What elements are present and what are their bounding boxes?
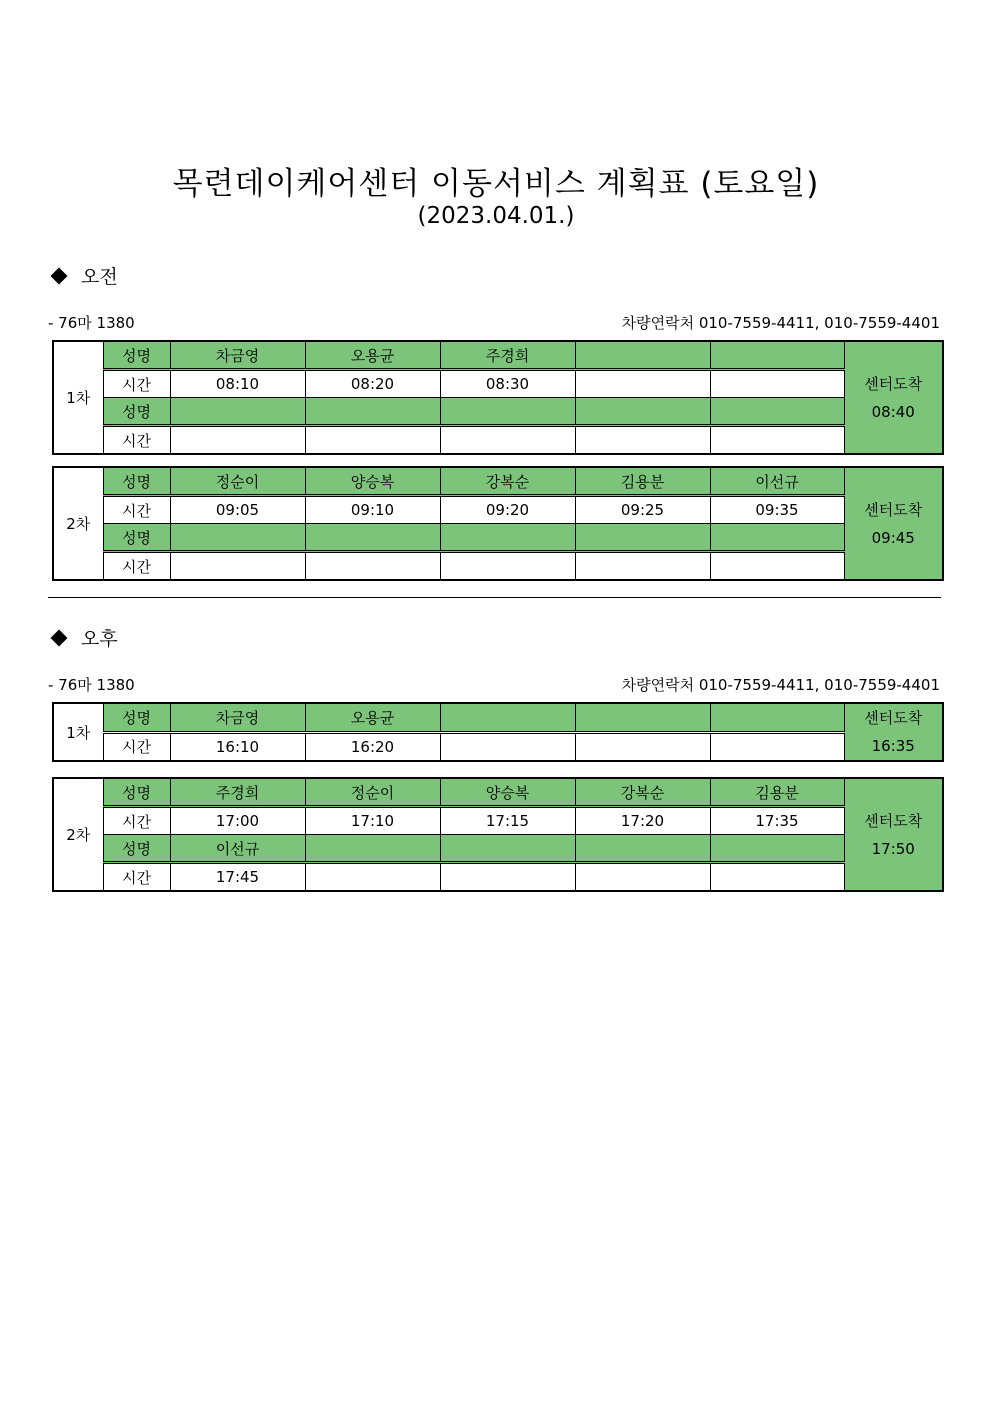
arrival-time: 17:50: [871, 839, 915, 858]
pickup-time: [305, 552, 440, 581]
passenger-name: [170, 398, 305, 426]
time-label: 시간: [103, 863, 170, 892]
passenger-name: [170, 524, 305, 552]
pickup-time: 09:25: [575, 496, 710, 524]
time-label: 시간: [103, 807, 170, 835]
arrival-time: 16:35: [871, 737, 915, 755]
morning-round-2-table: [52, 466, 944, 581]
arrival-label: 센터도착: [864, 709, 923, 727]
pickup-time: [305, 863, 440, 892]
passenger-name: [305, 524, 440, 552]
pickup-time: [575, 370, 710, 398]
name-label: 성명: [103, 341, 170, 370]
pickup-time: [440, 552, 575, 581]
section-heading-morning: [50, 262, 118, 289]
center-arrival: [844, 341, 943, 454]
morning-round-1-table: [52, 340, 944, 455]
name-row: [53, 835, 943, 863]
pickup-time: 17:10: [305, 807, 440, 835]
arrival-time: 09:45: [871, 528, 915, 547]
pickup-time: 08:10: [170, 370, 305, 398]
round-label: 1차: [53, 703, 103, 761]
afternoon-round-1-table: [52, 702, 944, 762]
arrival-label: 센터도착: [864, 374, 923, 393]
pickup-time: 09:35: [710, 496, 844, 524]
passenger-name: 정순이: [170, 467, 305, 496]
passenger-name: 양승복: [440, 778, 575, 807]
pickup-time: [575, 552, 710, 581]
name-label: 성명: [103, 398, 170, 426]
pickup-time: [440, 426, 575, 455]
pickup-time: 17:00: [170, 807, 305, 835]
arrival-time: 08:40: [871, 402, 915, 421]
round-label: 1차: [53, 341, 103, 454]
passenger-name: 오용균: [305, 703, 440, 732]
name-row: [53, 703, 943, 732]
pickup-time: 09:05: [170, 496, 305, 524]
pickup-time: [575, 732, 710, 761]
passenger-name: 이선규: [170, 835, 305, 863]
passenger-name: 이선규: [710, 467, 844, 496]
pickup-time: 08:20: [305, 370, 440, 398]
passenger-name: 차금영: [170, 341, 305, 370]
name-label: 성명: [103, 524, 170, 552]
passenger-name: [305, 398, 440, 426]
time-row: [53, 496, 943, 524]
vehicle-info-afternoon: [48, 674, 940, 695]
passenger-name: 양승복: [305, 467, 440, 496]
pickup-time: [440, 732, 575, 761]
name-label: 성명: [103, 778, 170, 807]
passenger-name: [575, 835, 710, 863]
passenger-name: [710, 398, 844, 426]
section-title-afternoon: 오후: [81, 628, 118, 650]
pickup-time: 09:20: [440, 496, 575, 524]
passenger-name: [440, 835, 575, 863]
arrival-label: 센터도착: [864, 811, 923, 830]
passenger-name: [440, 398, 575, 426]
time-row: [53, 807, 943, 835]
time-label: 시간: [103, 496, 170, 524]
passenger-name: [710, 835, 844, 863]
name-label: 성명: [103, 835, 170, 863]
time-label: 시간: [103, 370, 170, 398]
pickup-time: [710, 732, 844, 761]
time-row: [53, 552, 943, 581]
passenger-name: [305, 835, 440, 863]
vehicle-contact: 차량연락처 010-7559-4411, 010-7559-4401: [621, 676, 940, 694]
round-label: 2차: [53, 467, 103, 580]
pickup-time: 17:45: [170, 863, 305, 892]
time-label: 시간: [103, 552, 170, 581]
pickup-time: 16:20: [305, 732, 440, 761]
center-arrival: [844, 703, 943, 761]
name-row: [53, 778, 943, 807]
passenger-name: [710, 341, 844, 370]
passenger-name: [575, 398, 710, 426]
vehicle-number: - 76마 1380: [48, 314, 135, 332]
name-row: [53, 524, 943, 552]
pickup-time: [170, 426, 305, 455]
pickup-time: 16:10: [170, 732, 305, 761]
passenger-name: [710, 524, 844, 552]
time-row: [53, 426, 943, 455]
pickup-time: [305, 426, 440, 455]
pickup-time: [575, 426, 710, 455]
passenger-name: 김용분: [710, 778, 844, 807]
passenger-name: 차금영: [170, 703, 305, 732]
pickup-time: 08:30: [440, 370, 575, 398]
pickup-time: [575, 863, 710, 892]
vehicle-info-morning: [48, 312, 940, 333]
center-arrival: [844, 467, 943, 580]
diamond-bullet-icon: [51, 267, 68, 284]
name-label: 성명: [103, 703, 170, 732]
pickup-time: [440, 863, 575, 892]
time-row: [53, 370, 943, 398]
pickup-time: [710, 863, 844, 892]
pickup-time: [710, 370, 844, 398]
pickup-time: 17:15: [440, 807, 575, 835]
section-heading-afternoon: [50, 624, 118, 651]
passenger-name: 정순이: [305, 778, 440, 807]
time-row: [53, 863, 943, 892]
passenger-name: [440, 703, 575, 732]
round-label: 2차: [53, 778, 103, 891]
passenger-name: 김용분: [575, 467, 710, 496]
page-title: 목련데이케어센터 이동서비스 계획표 (토요일): [172, 166, 820, 202]
passenger-name: [575, 703, 710, 732]
pickup-time: [710, 552, 844, 581]
name-row: [53, 467, 943, 496]
name-row: [53, 398, 943, 426]
time-label: 시간: [103, 732, 170, 761]
section-divider: [48, 597, 941, 598]
time-row: [53, 732, 943, 761]
passenger-name: [710, 703, 844, 732]
passenger-name: 오용균: [305, 341, 440, 370]
pickup-time: 17:20: [575, 807, 710, 835]
passenger-name: 강복순: [440, 467, 575, 496]
passenger-name: 주경희: [170, 778, 305, 807]
passenger-name: 강복순: [575, 778, 710, 807]
section-title-morning: 오전: [81, 266, 118, 288]
passenger-name: [575, 341, 710, 370]
time-label: 시간: [103, 426, 170, 455]
name-label: 성명: [103, 467, 170, 496]
passenger-name: [575, 524, 710, 552]
passenger-name: 주경희: [440, 341, 575, 370]
pickup-time: [170, 552, 305, 581]
pickup-time: 17:35: [710, 807, 844, 835]
pickup-time: [710, 426, 844, 455]
schedule-date: (2023.04.01.): [417, 203, 575, 229]
diamond-bullet-icon: [51, 629, 68, 646]
pickup-time: 09:10: [305, 496, 440, 524]
name-row: [53, 341, 943, 370]
arrival-label: 센터도착: [864, 500, 923, 519]
vehicle-number: - 76마 1380: [48, 676, 135, 694]
afternoon-round-2-table: [52, 777, 944, 892]
vehicle-contact: 차량연락처 010-7559-4411, 010-7559-4401: [621, 314, 940, 332]
center-arrival: [844, 778, 943, 891]
passenger-name: [440, 524, 575, 552]
